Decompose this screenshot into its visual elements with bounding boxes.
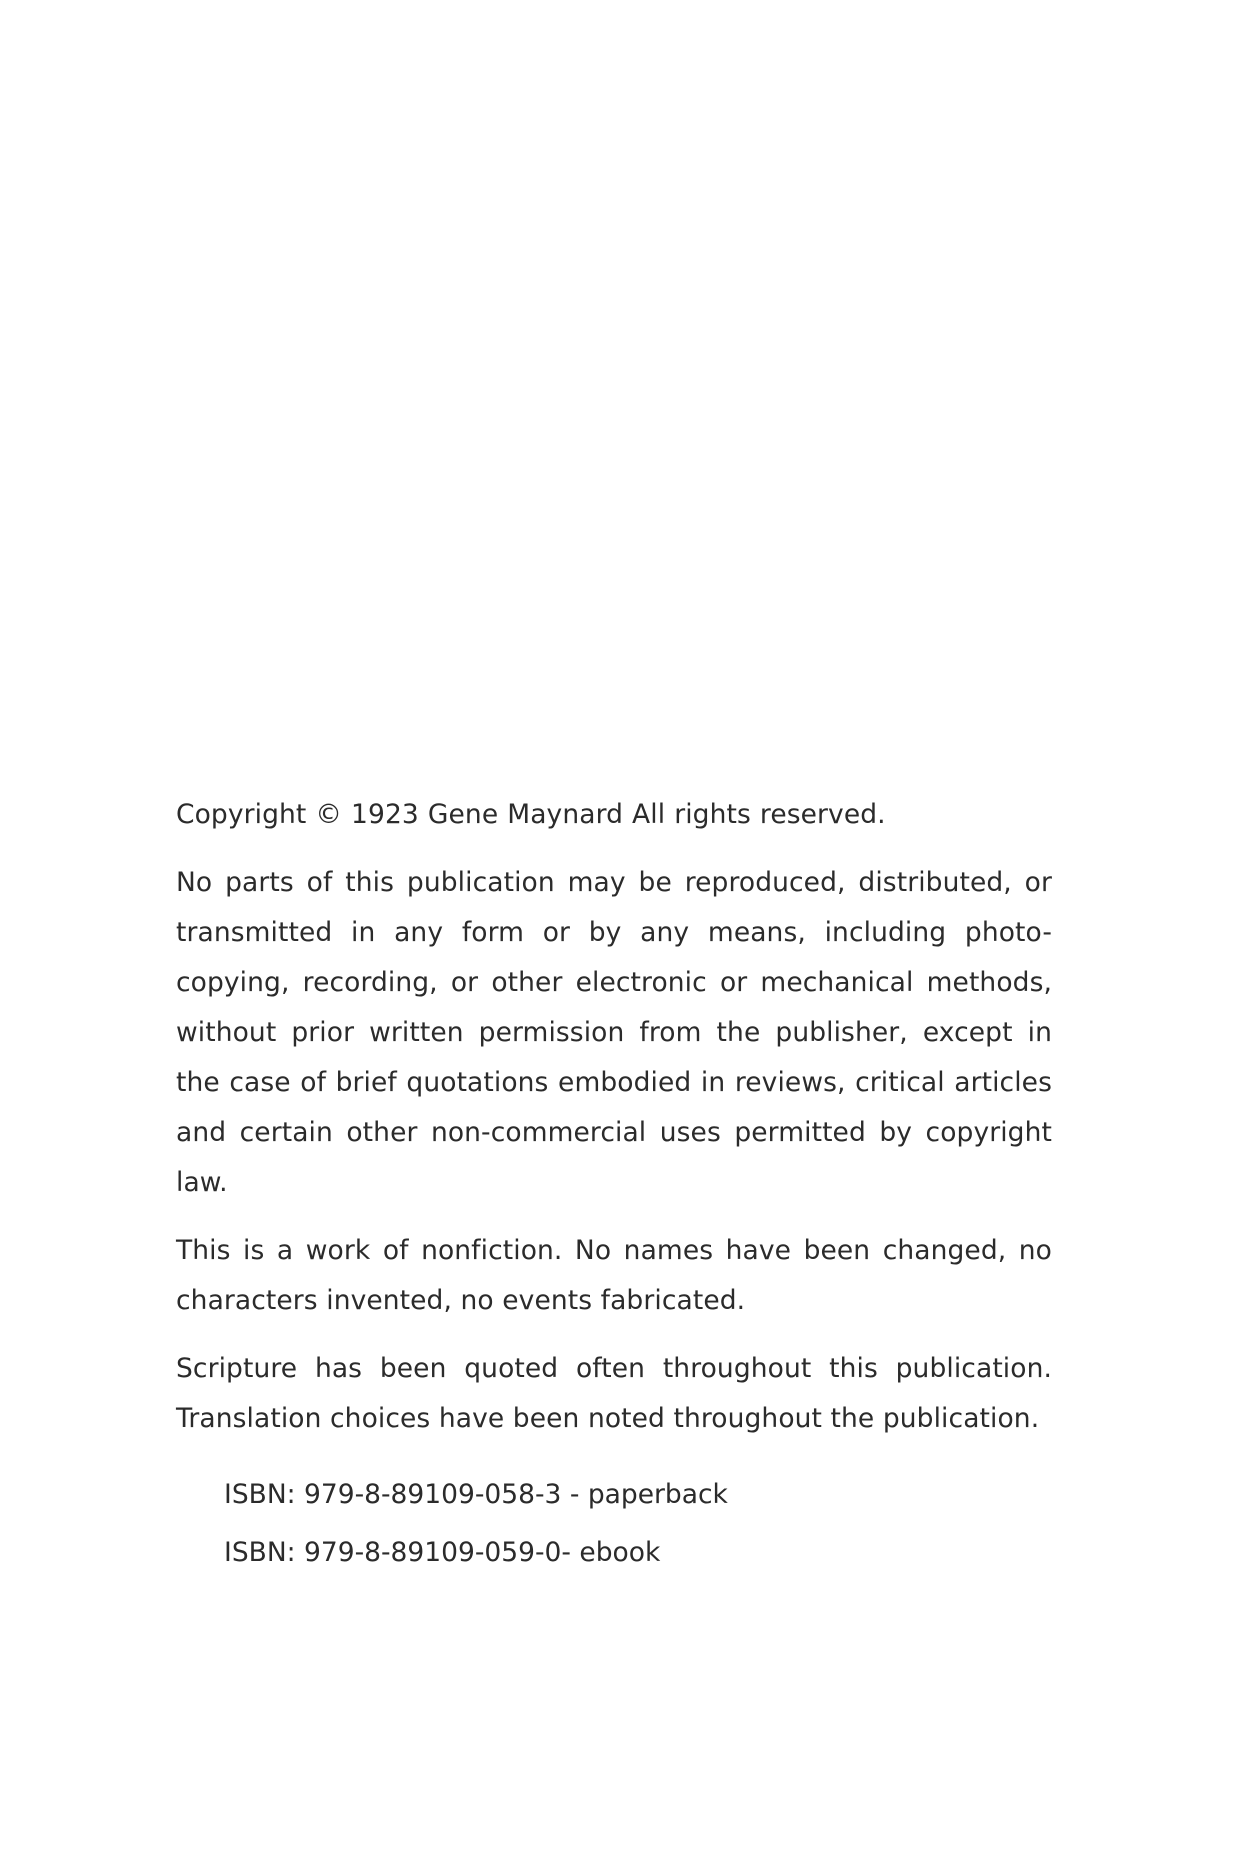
isbn-list (176, 1466, 1052, 1582)
page-top-whitespace (0, 0, 1250, 790)
isbn-ebook: ISBN: 979-8-89109-059-0- ebook (224, 1537, 661, 1568)
scripture-note-paragraph: Scripture has been quoted often throughout this publication. Translation choices have been noted throughout the publication. (176, 1353, 1052, 1434)
rights-reserved-paragraph: No parts of this publication may be reproduced, distributed, or transmitted in any form or by any means, including photo-copying, recording, or other electronic or mechanical methods, without prior written permission from the publisher, except in the case of brief quotations embodied in reviews, critical articles and certain other non-commercial uses permitted by copyright law. (176, 867, 1052, 1198)
copyright-notice: Copyright © 1923 Gene Maynard All rights reserved. (176, 799, 886, 830)
nonfiction-disclaimer-paragraph: This is a work of nonfiction. No names have been changed, no characters invented, no events fabricated. (176, 1235, 1052, 1316)
copyright-text-block (176, 790, 1052, 1582)
isbn-paperback: ISBN: 979-8-89109-058-3 - paperback (224, 1479, 728, 1510)
